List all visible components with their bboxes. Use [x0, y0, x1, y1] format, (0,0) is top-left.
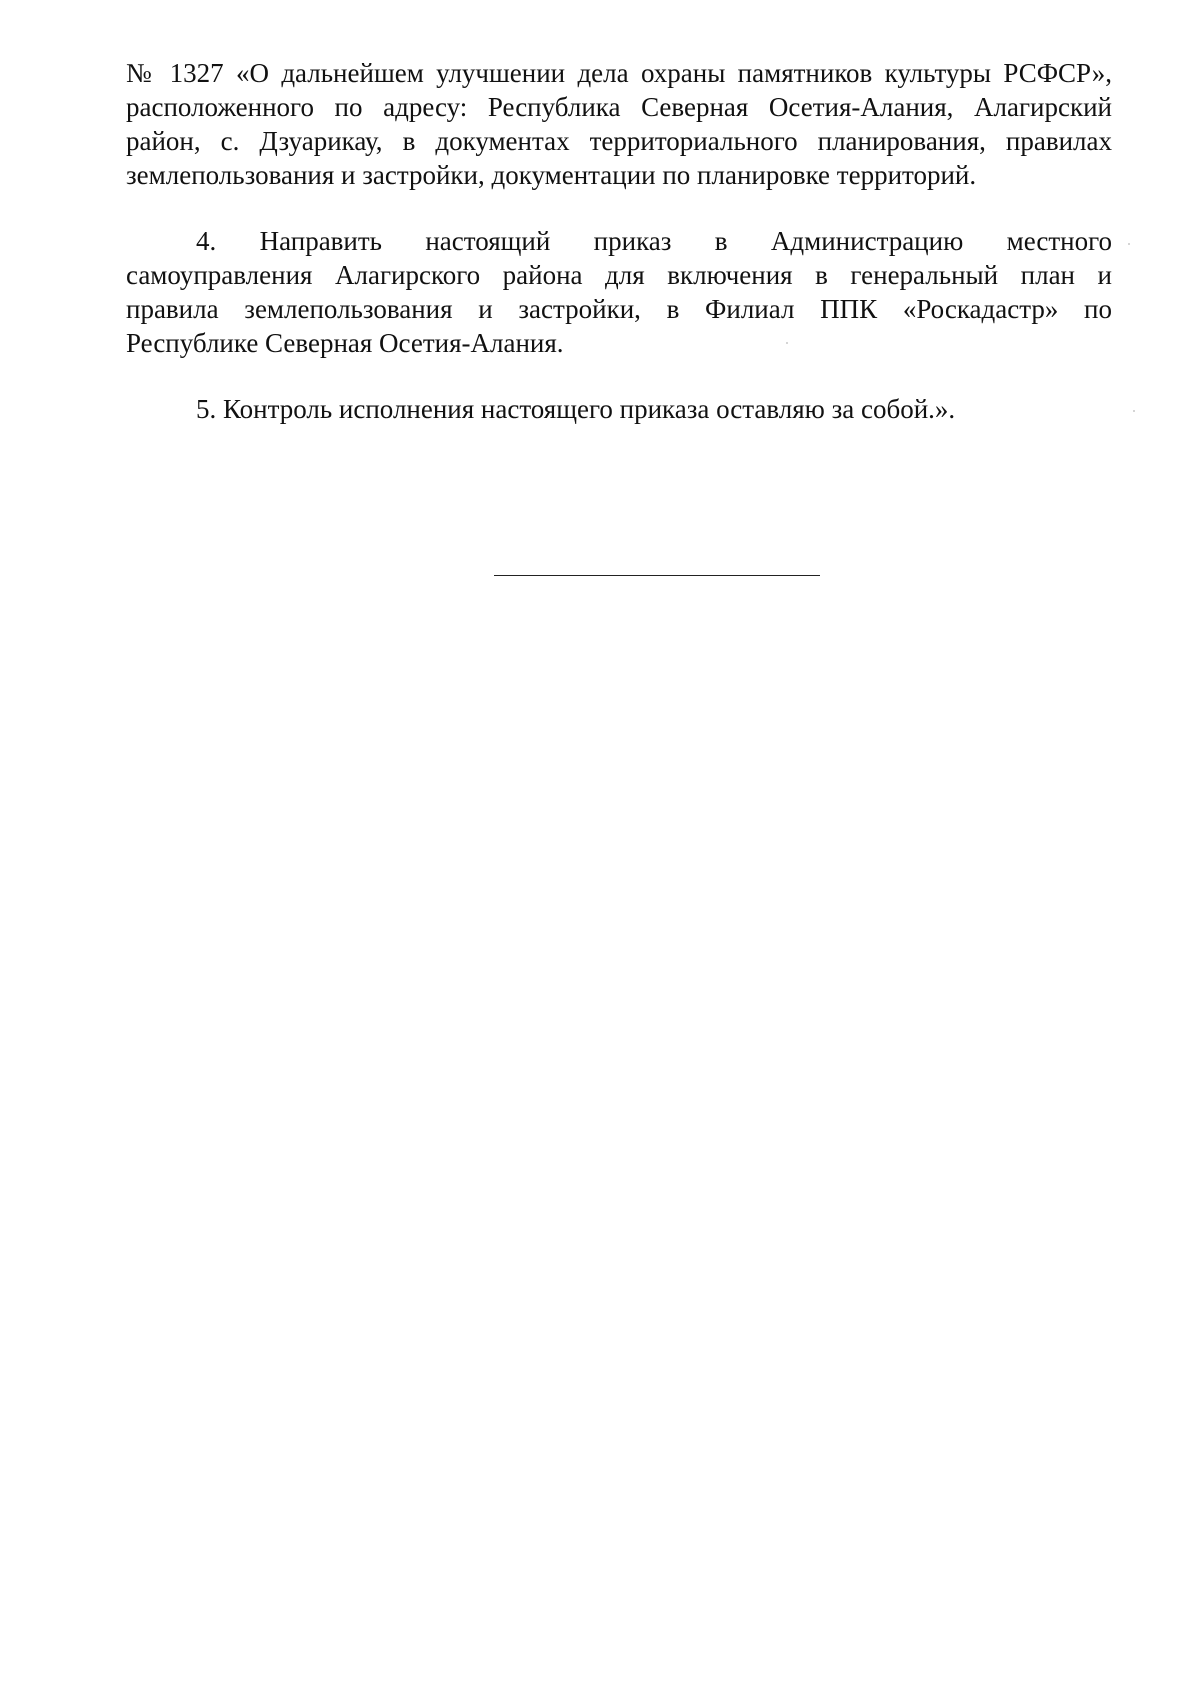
scan-speck — [1133, 410, 1135, 412]
text-line: самоуправления Алагирского района для включения в генеральный план и — [126, 260, 1112, 290]
paragraph-continuation — [126, 56, 1112, 192]
text-line: район, с. Дзуарикау, в документах территориального планирования, правилах — [126, 126, 1112, 156]
text-line: 5. Контроль исполнения настоящего приказа оставляю за собой.». — [196, 394, 956, 424]
text-line: Республике Северная Осетия-Алания. — [126, 328, 564, 358]
text-line: землепользования и застройки, документации по планировке территорий. — [126, 160, 977, 190]
paragraph-item-5 — [126, 392, 1112, 426]
text-line: 4. Направить настоящий приказ в Администрацию местного — [196, 226, 1112, 256]
text-line: № 1327 «О дальнейшем улучшении дела охраны памятников культуры РСФСР», — [126, 58, 1112, 88]
scan-speck — [1128, 243, 1130, 245]
paragraph-item-4 — [126, 224, 1112, 360]
scan-speck — [786, 342, 788, 344]
text-line: расположенного по адресу: Республика Северная Осетия-Алания, Алагирский — [126, 92, 1112, 122]
closing-divider — [494, 575, 820, 576]
text-line: правила землепользования и застройки, в Филиал ППК «Роскадастр» по — [126, 294, 1112, 324]
